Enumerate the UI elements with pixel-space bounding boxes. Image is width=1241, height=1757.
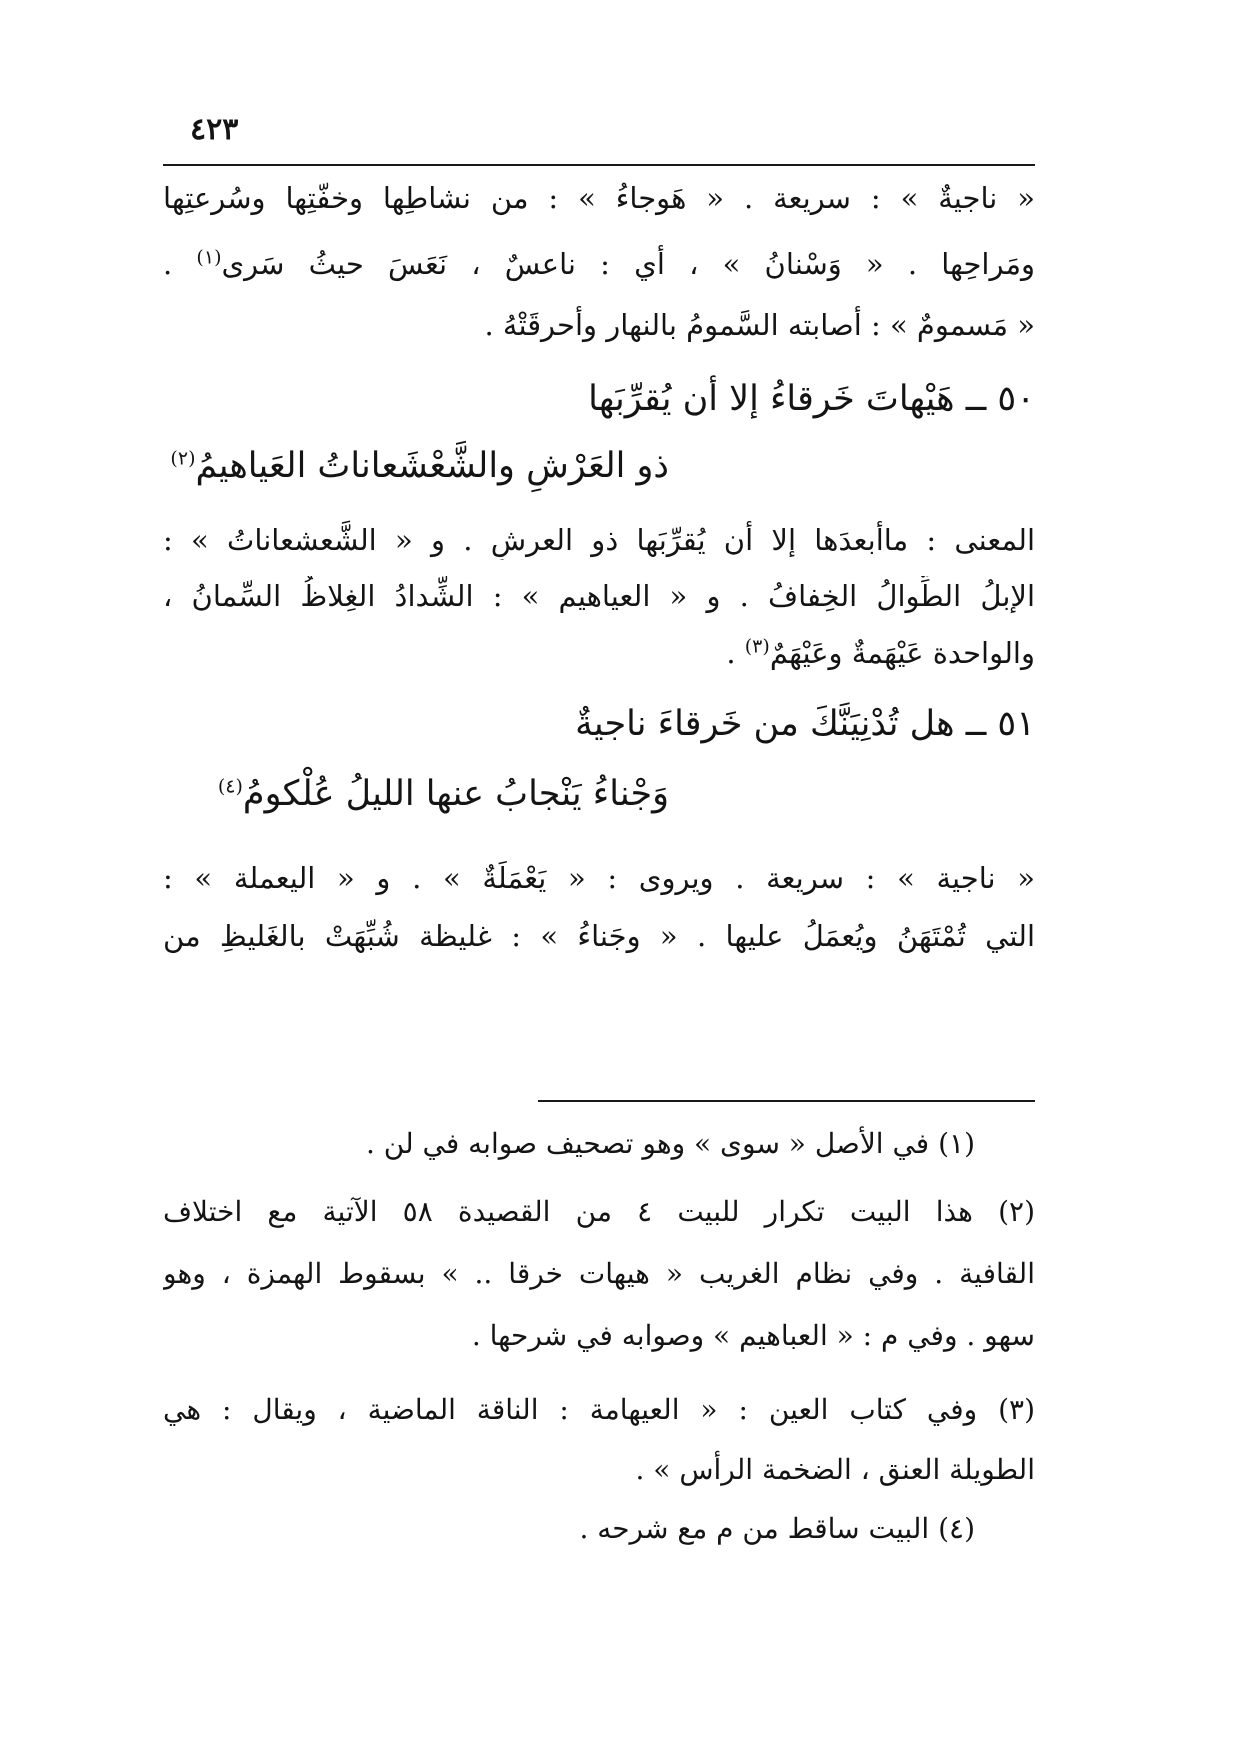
footnote-ref: (٤) [217,775,243,798]
footnote-2-line: سهو . وفي م : « العباهيم » وصوابه في شرحها . [471,1319,1035,1352]
footnote-3-line: الطويلة العنق ، الضخمة الرأس » . [635,1453,1035,1486]
commentary-line [163,244,1035,284]
page-number: ٤٢٣ [190,112,239,147]
footnote-ref: (٣) [744,635,770,658]
commentary-line: المعنى : ماأبعدَها إلا أن يُقرِّبَها ذو العرشِ . و « الشَّعشعاناتُ » : [163,523,1035,557]
commentary-line: الإبلُ الطِّوالُ الخِفافُ . و « العياهيم » : الشِّدادُ الغِلاظُ السِّمانُ ، [163,579,1035,613]
verse-50-second-hemistich [170,440,669,492]
footnote-rule [538,1100,1035,1102]
verse-51-second-hemistich [218,768,669,820]
commentary-line: « ناجيةٌ » : سريعة . « هَوجاءُ » : من نشاطِها وخفّتِها وسُرعتِها [163,181,1035,215]
commentary-text: والواحدة عَيْهَمةٌ وعَيْهَمٌ [769,636,1035,670]
footnote-4: (٤) البيت ساقط من م مع شرحه . [579,1512,975,1545]
line-tail: . [163,247,197,281]
verse-51-first-hemistich: ٥١ ــ هل تُدْنِيَنَّكَ من خَرقاءَ ناجيةٌ [575,704,1035,744]
footnote-3-line: (٣) وفي كتاب العين : « العيهامة : الناقة الماضية ، ويقال : هي [163,1393,1035,1426]
verse-50-first-hemistich: ٥٠ ــ هَيْهاتَ خَرقاءُ إلا أن يُقرِّبَها [588,379,1035,419]
commentary-line: « ناجية » : سريعة . ويروى : « يَعْمَلَةٌ » . و « اليعملة » : [163,861,1035,895]
footnote-1: (١) في الأصل « سوى » وهو تصحيف صوابه في لن . [366,1127,975,1160]
commentary-text: ومَراحِها . « وَسْنانُ » ، أي : ناعسٌ ، نَعَسَ حيثُ سَرى [221,247,1035,281]
commentary-line: التي تُمْتَهَنُ ويُعمَلُ عليها . « وجَناءُ » : غليظة شُبِّهَتْ بالغَليظِ من [163,919,1035,953]
line-tail: . [726,636,745,670]
commentary-line [163,633,1035,673]
footnote-2-line: (٢) هذا البيت تكرار للبيت ٤ من القصيدة ٥٨ الآتية مع اختلاف [163,1195,1035,1228]
footnote-ref: (٢) [170,447,196,470]
header-rule [163,164,1035,166]
verse-text: ذو العَرْشِ والشَّعْشَعاناتُ العَياهيمُ [195,446,669,486]
footnote-ref: (١) [196,246,222,269]
commentary-line: « مَسمومٌ » : أصابته السَّمومُ بالنهار وأحرقَتْهُ . [484,308,1035,342]
verse-text: وَجْناءُ يَنْجابُ عنها الليلُ عُلْكومُ [242,774,669,814]
footnote-2-line: القافية . وفي نظام الغريب « هيهات خرقا .. » بسقوط الهمزة ، وهو [163,1257,1035,1290]
